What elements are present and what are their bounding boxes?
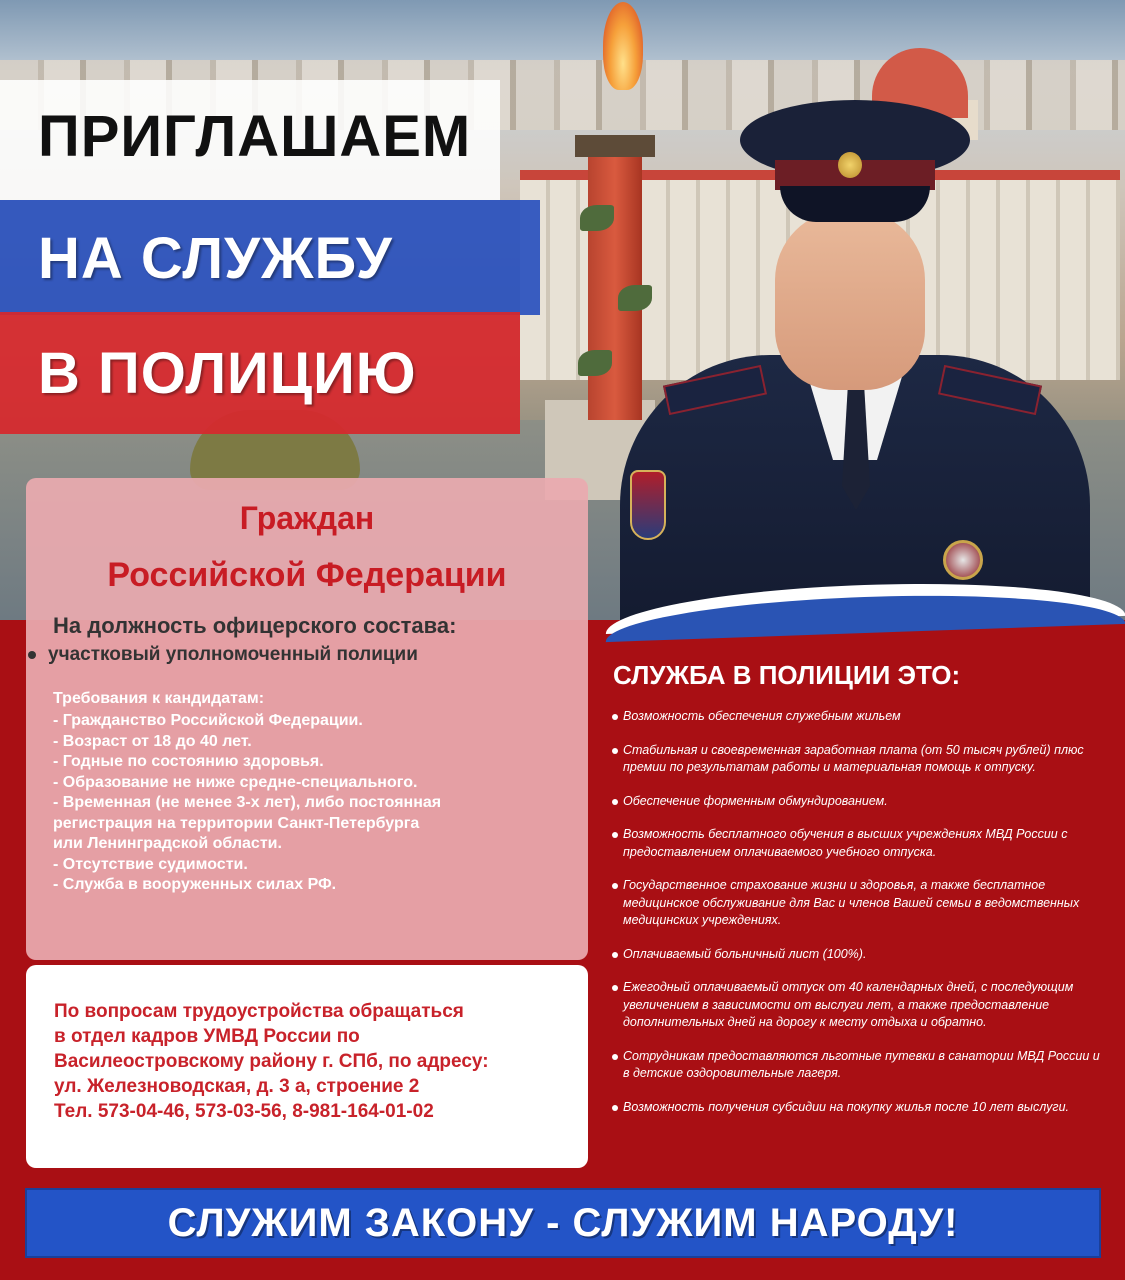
- slogan-text: СЛУЖИМ ЗАКОНУ - СЛУЖИМ НАРОДУ!: [167, 1200, 959, 1245]
- requirement-item: - Возраст от 18 до 40 лет.: [53, 732, 252, 750]
- requirements-panel: [26, 478, 588, 960]
- citizens-heading: Граждан: [239, 500, 375, 536]
- benefit-text: Государственное страхование жизни и здоровья, а также бесплатное медицинское обслуживание для Вас и членов Вашей семьи в ведомственных медицинских учреждениях.: [623, 878, 1080, 927]
- requirement-item: - Образование не ниже средне-специального.: [53, 773, 418, 791]
- benefit-item: [612, 877, 1102, 930]
- benefit-item: [612, 1048, 1102, 1083]
- bullet-icon: [612, 1054, 618, 1060]
- cap-cockade-icon: [838, 152, 862, 178]
- benefit-item: [612, 826, 1102, 861]
- position-item-label: участковый уполномоченный полиции: [48, 644, 418, 665]
- chest-badge-icon: [943, 540, 983, 580]
- contact-box: [26, 965, 588, 1168]
- benefit-text: Обеспечение форменным обмундированием.: [623, 793, 888, 808]
- torch-flame: [603, 2, 643, 90]
- citizens-subheading: Российской Федерации: [107, 556, 507, 594]
- column-prow: [578, 350, 612, 376]
- benefit-item: [612, 742, 1102, 777]
- position-title: На должность офицерского состава:: [53, 613, 457, 638]
- requirement-item: или Ленинградской области.: [53, 835, 282, 852]
- requirement-item: - Служба в вооруженных силах РФ.: [53, 876, 337, 893]
- benefit-text: Возможность бесплатного обучения в высших учреждениях МВД России с предоставлением оплачиваемого учебного отпуска.: [623, 827, 1068, 859]
- benefit-text: Сотрудникам предоставляются льготные путевки в санатории МВД России и в детские оздоровительные лагеря.: [623, 1048, 1100, 1080]
- position-item: [28, 644, 418, 666]
- bullet-icon: [612, 883, 618, 889]
- benefit-text: Стабильная и своевременная заработная плата (от 50 тысяч рублей) плюс премии по результатам работы и материальная помощь к отпуску.: [623, 742, 1084, 774]
- benefit-item: [612, 708, 1102, 726]
- benefits-list: [612, 708, 1102, 1132]
- requirement-item: - Гражданство Российской Федерации.: [53, 712, 363, 729]
- bullet-icon: [612, 952, 618, 958]
- requirement-item: - Временная (не менее 3-х лет), либо постоянная: [53, 794, 442, 811]
- contact-line: По вопросам трудоустройства обращаться: [54, 1001, 464, 1022]
- benefit-text: Возможность обеспечения служебным жильем: [623, 709, 901, 723]
- bullet-icon: [612, 714, 618, 720]
- contact-line: в отдел кадров УМВД России по: [54, 1026, 360, 1047]
- headline-line-2: НА СЛУЖБУ: [38, 226, 393, 291]
- benefit-item: [612, 793, 1102, 811]
- requirements-list: [53, 711, 578, 896]
- bullet-icon: [612, 832, 618, 838]
- requirements-title: Требования к кандидатам:: [53, 690, 265, 707]
- police-officer-photo: [610, 90, 1090, 620]
- contact-text: [54, 999, 574, 1124]
- contact-address: ул. Железноводская, д. 3 а, строение 2: [54, 1076, 420, 1097]
- bullet-icon: [612, 748, 618, 754]
- requirement-item: регистрация на территории Санкт-Петербурга: [53, 814, 420, 832]
- column-prow: [580, 205, 614, 231]
- benefit-item: [612, 979, 1102, 1032]
- benefit-text: Ежегодный оплачиваемый отпуск от 40 календарных дней, с последующим увеличением в зависимости от выслуги лет, а также предоставление дополнительных дней на дорогу к месту отдыха и обратно.: [623, 980, 1074, 1029]
- bullet-icon: [612, 1105, 618, 1111]
- slogan-banner: [25, 1188, 1101, 1258]
- cap-visor: [780, 186, 930, 222]
- headline-line-3: В ПОЛИЦИЮ: [38, 341, 417, 406]
- contact-line: Василеостровскому району г. СПб, по адресу:: [54, 1051, 489, 1072]
- face: [775, 210, 925, 390]
- benefit-text: Возможность получения субсидии на покупку жилья после 10 лет выслуги.: [623, 1099, 1069, 1114]
- requirement-item: - Отсутствие судимости.: [53, 855, 248, 873]
- benefit-item: [612, 1099, 1102, 1117]
- benefit-item: [612, 946, 1102, 964]
- requirement-item: - Годные по состоянию здоровья.: [53, 753, 324, 770]
- bullet-icon: [28, 651, 36, 659]
- benefits-title: СЛУЖБА В ПОЛИЦИИ ЭТО:: [613, 660, 961, 690]
- shoulder-chevron-icon: [630, 470, 666, 540]
- bullet-icon: [612, 799, 618, 805]
- bullet-icon: [612, 985, 618, 991]
- benefit-text: Оплачиваемый больничный лист (100%).: [623, 946, 867, 961]
- contact-phones: Тел. 573-04-46, 573-03-56, 8-981-164-01-02: [54, 1101, 434, 1122]
- headline-line-1: ПРИГЛАШАЕМ: [38, 104, 472, 169]
